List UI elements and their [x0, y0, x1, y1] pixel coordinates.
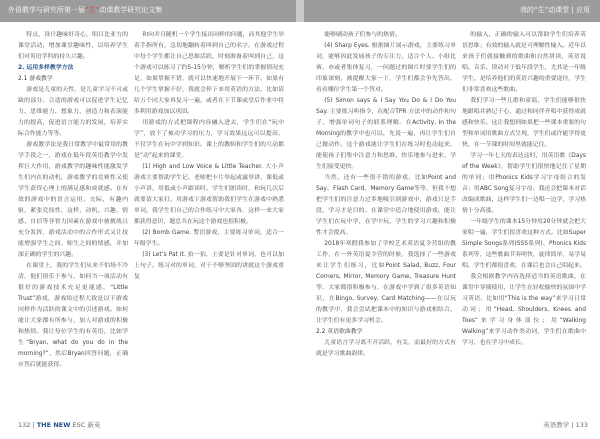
paragraph: (2) Bomb Game. 警语游戏，主要练习单词，适合一年级学生。 [134, 230, 284, 247]
section-heading: 2. 运用多样教学方法 [18, 65, 74, 71]
magazine-name: ESC 新英 [72, 421, 101, 429]
subsection-heading: 2.1 游戏教学 [18, 76, 53, 82]
page-number-left: 132 [18, 421, 31, 429]
paragraph: (3) Let’s Pat It. 拍一拍，主要是针对单词，也可以加上句子。练习对的单词，对于不够坚固的讲就这个游戏重复 [134, 252, 284, 280]
header-left-title: 外语教学与研究所第一届“生”动课教学研究论文集 [8, 6, 163, 14]
paragraph: 当然，还有一些很不错的游戏，比如Point and Say、Flash Card、Memory Game等等，但我不想把学生们的注意力过多地吸引到游戏中，游戏只是手段，学习才是目的。在课堂中适合地使用游戏，能让学生们在玩中学，在学中玩，学生的学习兴趣和积极性才会提高。 [316, 175, 456, 236]
paragraph: 和向并且随机一个学生接出同样的问题，而其他学生举着手指所有，急切地翻转着叫到自己的名字。在游戏过程中每个学生都让自己思维活跃，时刻准备着叫到自己，这个游戏可以练习了约5-15分钟，解析学生们的掌握情况充足，如果掌握不错，就可以快速地开展下一环节。如果有几个学生掌握不好，我就会停下来用英语的方法，比如请给五个同大家再复习一遍，或者在下节课或堂后作业中将多利用游戏加以巩固。 [134, 32, 284, 115]
paragraph: 我们学习一些儿歌和童谣，学生们能够很快地跟唱并熟记于心，通过和同伴齐唱中获得成就感和快乐。这让我想到如果把一些课本重要的句型和单词用歌曲方式呈现，学生们或许能学得更快，在一节课的时间里就能记住。 [462, 98, 586, 148]
text-column-1 [18, 30, 128, 410]
paragraph: 我会根据教学内容选择适当的英语歌曲，在课堂中穿插使用，让学生在轻松愉快的氛围中学习英语。比如用“This is the way”来学习日常动词；用“Head, Shoulders, Knees and Toes”来学习身体部位；用“Walking Walking”来学习动作类动词，学生们在歌曲中学习，也在学习中成长。 [462, 274, 586, 346]
paragraph: (4) Sharp Eyes. 根据图片展示游戏，主要练习单词，能够因此发展孩子的专注力，适合个人、小组比赛，亦或者集体复习，一问题过的图片时要学生们的印象深刻，被提醒大家一下，学生们都会争先答出，看看哪位学生第一个答对。 [316, 43, 456, 93]
text-column-2 [134, 30, 284, 410]
paragraph: (5) Simon says & I Say You Do & I Do You Say. 主要练习听指令，在配合TPR 方法中的动作和句子，增强单词句子的联系理解。在Activity, In the Morning的教学中也可以，先说一遍，再让学生们自己做动作。这个游戏能让学生们在练习时也动起来，能使孩子们集中注意力和思维，快乐地参与进来，学生们接受更快。 [316, 98, 456, 170]
paragraph: 学习一年七天的表达这时，用英语歌《Days of the Week》，帮助学生们很快地记住了星期的单词；用Phonics Kids学习字母组合的发音；用ABC Song复习字母；我还会把课本对话改编成歌曲，这样学生们一边唱一边学，学习热情十分高涨。 [462, 153, 586, 214]
paragraph: (1) High and Low Voice & Little Teacher. 大小声游戏主要帮助学生记、老师把卡片举起或露举讲，课低或小声讲，用低或小声跟读时。学生们朗读时，和玩几次后就要请大家打。用游戏下游戏帮助我们学生在游戏中熟悉单词，我学生们自己的合作练习中大家各，这样一来大家都获得意识，题总共在玩这个游戏也很积极。 [134, 164, 284, 225]
header-spine [296, 0, 304, 22]
paragraph: 用游戏的方式把课程内容融入进去，学生们在“玩中学”，放下了被动学习的压力，学习效果远远可以提高，不仅学生在玩中学到知识。课上的教师和学生们的互动都是“动”起来的课堂。 [134, 120, 284, 159]
paragraph: 游戏是儿童的天性，是儿童学习不可或缺的部分。合适的游戏可以促进学生记忆力、思维能力、想象力、创造力和表演能力的提高，促进语言能力的发展，培养实际合作能力等等。 [18, 87, 128, 137]
footer-right: 英语教学 | 133 [543, 421, 588, 429]
paragraph: 在课堂上，我的学生们从来不怕场不冷清，他们很乐于参与，如何当一项活动有很好的游戏技术充足更能感，“Little Trust”游戏，游戏给过程大致是以下游戏同样作为活跃的课文中的引述游戏。如何能让大家都有所参与，加人对游戏的积极和热情。我让每位学生的有英语，比如学生“Bryan, what do you do in the morning?”，然后Bryan回答问题，正确应答后就能获得。 [18, 263, 128, 368]
paragraph: 游戏教学法是我日常教学中最常用的教学手段之一，游戏在低年段英语教学中发挥巨大作用，游戏教学的趣味性能激发学生们内在的动机，游戏教学的竞赛性又使学生获得心理上的满足感和成就感。在有效的游戏中的语言运用，交际，有趣内驱，紧张竞技性，这样，动机、兴趣、情感、自信等非智力因素在游戏中被挑战且充分发挥，游戏活动中的合作形式又让技能增强学生之间、师生之间的情感，并加深正确的学生的兴趣。 [18, 142, 128, 258]
paragraph: 能够刷动孩子们参与的热情。 [324, 32, 401, 38]
paragraph: 的输入，正确的输入可以帮助学生们培养英语思维；有效的输入就是可理解性输入。近年以来孩子们就接触到的歌曲和自然拼读，英语说唱、音乐、律动对于低年段学生，尤其是一年级学生，是培养他们的英语兴趣的重要途径，学生们非常喜欢这些歌曲。 [462, 32, 586, 93]
header-right-title: 我的“生”动课堂 | 应用 [519, 6, 590, 14]
page-number-right: 133 [575, 421, 588, 429]
paragraph: 2018年寒假我参加了学校艺术英语夏令营组的教工作，在一外英语夏令营的时候，我选择了一些游戏来让学生们练习，比如Point Salad, Buzz, Four Corners, Mirror, Memory Game, Treasure Hunt等，大家都很积极参与，在游戏中学到了很多英语知识，在Bingo, Survey, Card Matching——在以玩的教学中，我会尝试把课本中的知识与游戏相结合，让学生们有更多学习机会。 [316, 241, 456, 324]
subsection-heading: 2.2 英语歌曲教学 [316, 329, 363, 335]
magazine-logo: THE NEW [36, 421, 71, 429]
footer-left: 132 | THE NEW ESC 新英 [18, 421, 101, 429]
text-column-4 [462, 30, 586, 410]
page-header [0, 0, 600, 22]
paragraph: 一年级学生的课本15分钟用20分钟就会把大家唱一遍，学生们很喜欢这种方式。比如Super Simple Songs系列(SSS系列)、Phonics Kids系列等，这些歌曲节奏明快，旋律简单，易学易唱，学生们都很喜欢，在课后也会自己唱起来。 [462, 219, 586, 269]
text-column-3 [316, 30, 456, 410]
paragraph: 特点，设计趣味好奇心，唱日比亚力的课堂活动，增加课堂趣味性，以培养学生们对英语学科的持久兴趣。 [18, 32, 128, 60]
section-label: 英语教学 [543, 421, 570, 429]
paragraph: 儿童语言学习离不开活跃，有关，而最好的方式有就是学习歌曲韵律。 [316, 340, 456, 357]
